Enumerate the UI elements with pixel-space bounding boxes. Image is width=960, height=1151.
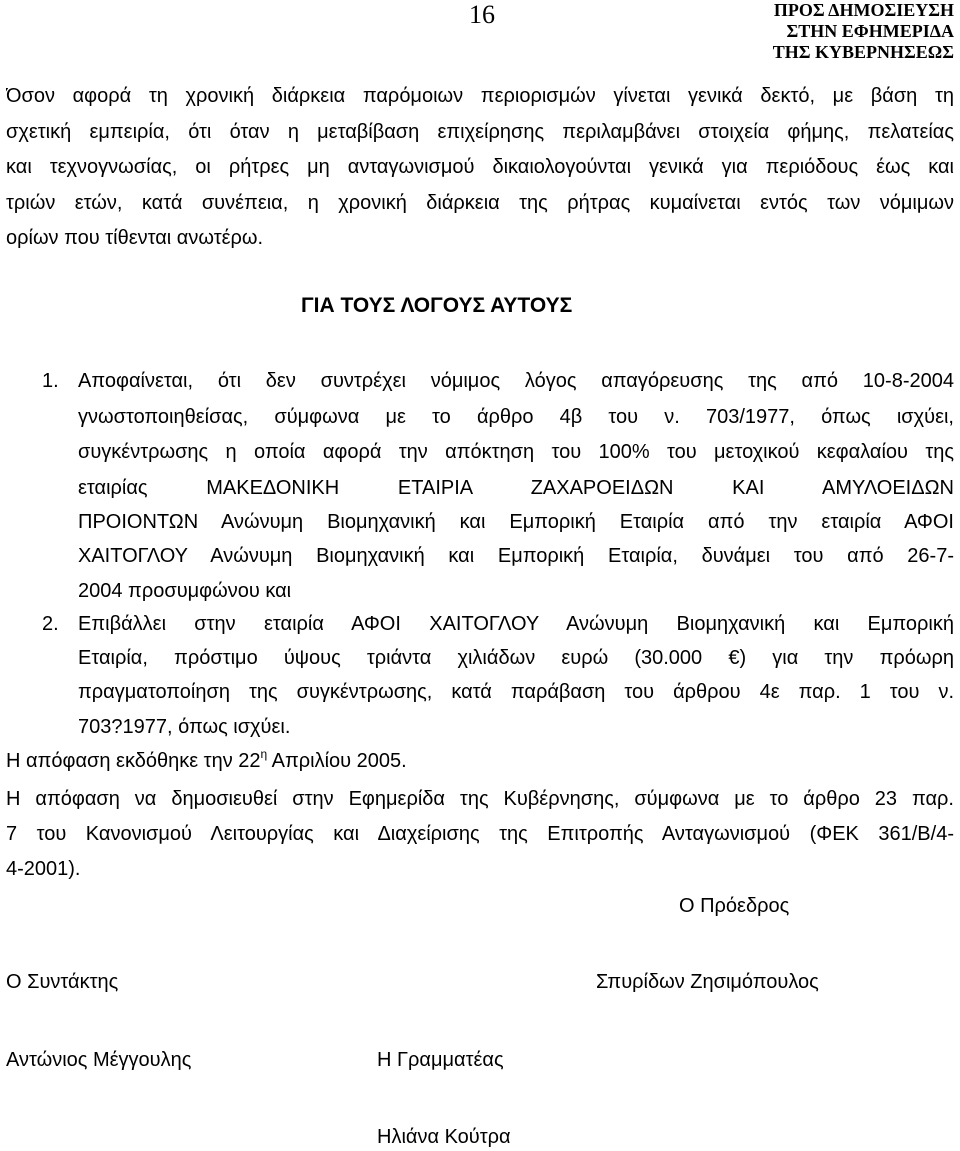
intro-line: και τεχνογνωσίας, οι ρήτρες μη ανταγωνισμού δικαιολογούνται γενικά για περιόδους έως και <box>6 156 954 178</box>
president-title: Ο Πρόεδρος <box>679 895 790 917</box>
decision-date-ordinal: η <box>260 747 268 761</box>
item-1-line: γνωστοποιηθείσας, σύμφωνα με το άρθρο 4β του ν. 703/1977, όπως ισχύει, <box>78 406 954 428</box>
item-1-line: ΠΡΟΙΟΝΤΩΝ Ανώνυμη Βιομηχανική και Εμπορική Εταιρία από την εταιρία ΑΦΟΙ <box>78 511 954 533</box>
decision-date <box>6 749 407 775</box>
intro-line: σχετική εμπειρία, ότι όταν η μεταβίβαση επιχείρησης περιλαμβάνει στοιχεία φήμης, πελατείας <box>6 121 954 143</box>
secretary-name: Ηλιάνα Κούτρα <box>377 1126 511 1148</box>
page-number: 16 <box>469 0 495 29</box>
item-1-line: 2004 προσυμφώνου και <box>78 580 292 602</box>
stamp-line-1: ΠΡΟΣ ΔΗΜΟΣΙΕΥΣΗ <box>773 0 954 20</box>
intro-line: ορίων που τίθενται ανωτέρω. <box>6 227 264 249</box>
intro-line: Όσον αφορά τη χρονική διάρκεια παρόμοιων περιορισμών γίνεται γενικά δεκτό, με βάση τη <box>6 85 954 107</box>
item-2-line: Επιβάλλει στην εταιρία ΑΦΟΙ ΧΑΙΤΟΓΛΟΥ Ανώνυμη Βιομηχανική και Εμπορική <box>78 613 954 635</box>
item-1-line: ΧΑΙΤΟΓΛΟΥ Ανώνυμη Βιομηχανική και Εμπορική Εταιρία, δυνάμει του από 26-7- <box>78 545 954 567</box>
stamp-line-2: ΣΤΗΝ ΕΦΗΜΕΡΙΔΑ <box>786 21 954 41</box>
decision-date-text: Η απόφαση εκδόθηκε την 22 <box>6 750 261 772</box>
publication-stamp <box>773 0 954 63</box>
item-1-number: 1. <box>42 370 59 392</box>
item-1-line: Αποφαίνεται, ότι δεν συντρέχει νόμιμος λόγος απαγόρευσης της από 10-8-2004 <box>78 370 954 392</box>
item-1-line: συγκέντρωσης η οποία αφορά την απόκτηση του 100% του μετοχικού κεφαλαίου της <box>78 441 954 463</box>
president-name: Σπυρίδων Ζησιμόπουλος <box>596 971 819 993</box>
secretary-title: Η Γραμματέας <box>377 1049 504 1071</box>
publication-line: 7 του Κανονισμού Λειτουργίας και Διαχείρισης της Επιτροπής Ανταγωνισμού (ΦΕΚ 361/Β/4- <box>6 823 954 845</box>
stamp-line-3: ΤΗΣ ΚΥΒΕΡΝΗΣΕΩΣ <box>772 42 954 62</box>
item-2-number: 2. <box>42 613 59 635</box>
item-2-line: 703?1977, όπως ισχύει. <box>78 716 291 738</box>
section-heading: ΓΙΑ ΤΟΥΣ ΛΟΓΟΥΣ ΑΥΤΟΥΣ <box>301 294 573 317</box>
item-2-line: Εταιρία, πρόστιμο ύψους τριάντα χιλιάδων ευρώ (30.000 €) για την πρόωρη <box>78 647 954 669</box>
item-1-line: εταιρίας ΜΑΚΕΔΟΝΙΚΗ ΕΤΑΙΡΙΑ ΖΑΧΑΡΟΕΙΔΩΝ ΚΑΙ ΑΜΥΛΟΕΙΔΩΝ <box>78 477 954 499</box>
intro-line: τριών ετών, κατά συνέπεια, η χρονική διάρκεια της ρήτρας κυμαίνεται εντός των νόμιμων <box>6 192 954 214</box>
item-2-line: πραγματοποίηση της συγκέντρωσης, κατά παράβαση του άρθρου 4ε παρ. 1 του ν. <box>78 681 954 703</box>
decision-date-month: Απριλίου 2005. <box>267 750 407 772</box>
publication-line: 4-2001). <box>6 858 81 880</box>
publication-line: Η απόφαση να δημοσιευθεί στην Εφημερίδα της Κυβέρνησης, σύμφωνα με το άρθρο 23 παρ. <box>6 788 954 810</box>
rapporteur-title: Ο Συντάκτης <box>6 971 119 993</box>
rapporteur-name: Αντώνιος Μέγγουλης <box>6 1049 192 1071</box>
